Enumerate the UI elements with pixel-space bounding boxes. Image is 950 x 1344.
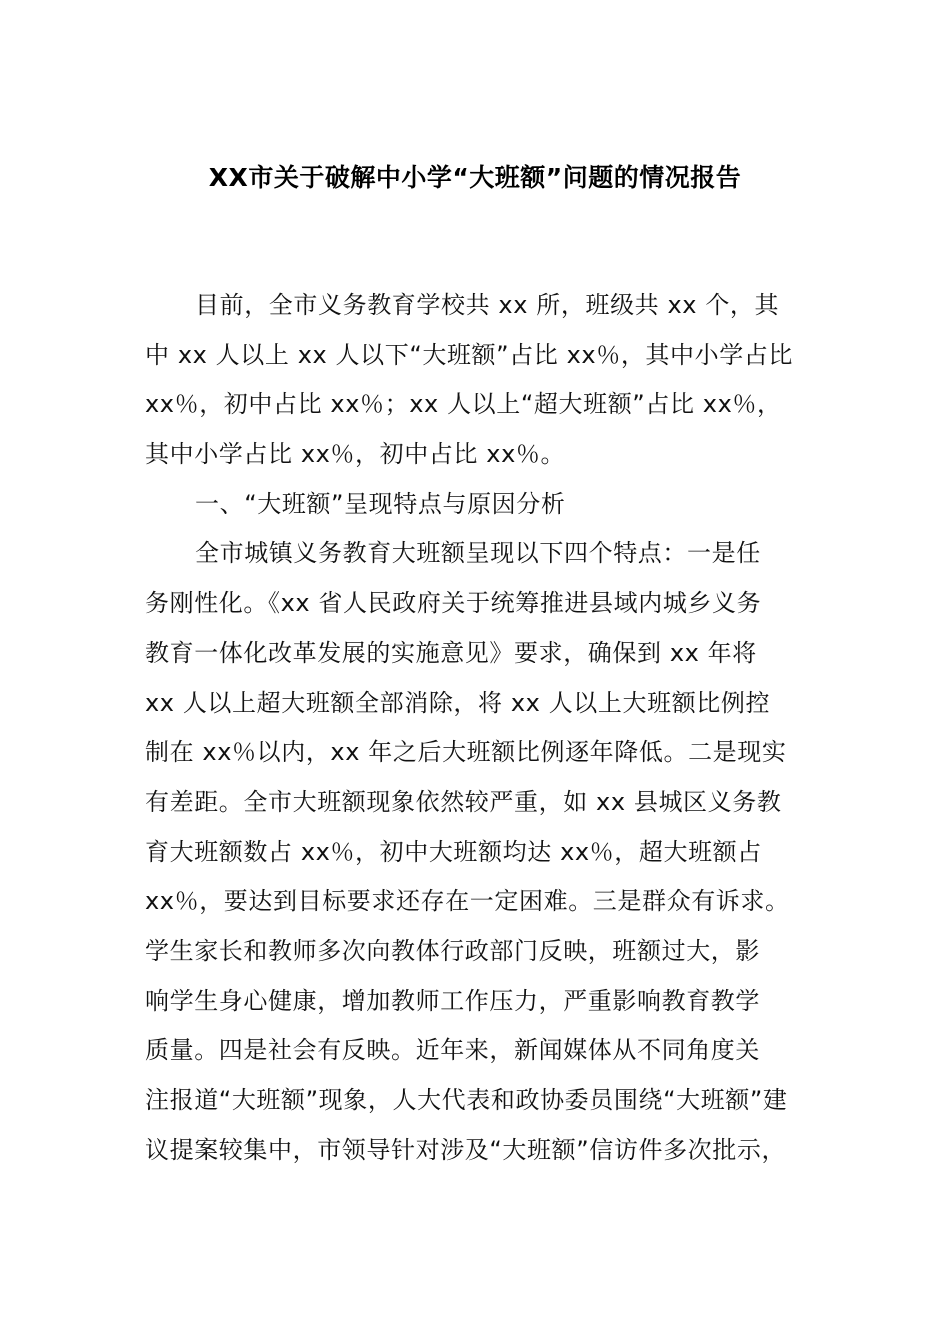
- paragraph-2-line-2: 务刚性化。《xx 省人民政府关于统筹推进县域内城乡义务: [145, 589, 762, 618]
- section-heading-1: 一、“大班额”呈现特点与原因分析: [195, 489, 566, 518]
- paragraph-2-line-12: 注报道“大班额”现象，人大代表和政协委员围绕“大班额”建: [145, 1086, 788, 1114]
- document-title: XX市关于破解中小学“大班额”问题的情况报告: [208, 163, 742, 192]
- paragraph-1-line-2: 中 xx 人以上 xx 人以下“大班额”占比 xx％，其中小学占比: [145, 340, 794, 369]
- paragraph-2-line-3: 教育一体化改革发展的实施意见》要求，确保到 xx 年将: [145, 638, 757, 667]
- paragraph-2-line-5: 制在 xx％以内，xx 年之后大班额比例逐年降低。二是现实: [145, 738, 787, 767]
- paragraph-2-line-6: 有差距。全市大班额现象依然较严重，如 xx 县城区义务教: [145, 787, 782, 816]
- paragraph-2-line-9: 学生家长和教师多次向教体行政部门反映，班额过大，影: [145, 936, 760, 965]
- paragraph-1-line-4: 其中小学占比 xx％，初中占比 xx％。: [145, 440, 566, 469]
- paragraph-2-line-10: 响学生身心健康，增加教师工作压力，严重影响教育教学: [145, 986, 760, 1015]
- paragraph-2-line-13: 议提案较集中，市领导针对涉及“大班额”信访件多次批示，: [145, 1135, 787, 1164]
- paragraph-1-line-1: 目前，全市义务教育学校共 xx 所，班级共 xx 个，其: [195, 291, 780, 319]
- paragraph-2-line-7: 育大班额数占 xx％，初中大班额均达 xx％，超大班额占: [145, 837, 762, 866]
- document-body: [145, 281, 810, 1175]
- paragraph-1-line-3: xx％，初中占比 xx％；xx 人以上“超大班额”占比 xx％，: [145, 390, 782, 419]
- paragraph-2-line-8: xx％，要达到目标要求还存在一定困难。三是群众有诉求。: [145, 887, 790, 916]
- paragraph-2-line-4: xx 人以上超大班额全部消除，将 xx 人以上大班额比例控: [145, 688, 771, 717]
- paragraph-2-line-11: 质量。四是社会有反映。近年来，新闻媒体从不同角度关: [145, 1036, 760, 1065]
- paragraph-2-line-1: 全市城镇义务教育大班额呈现以下四个特点：一是任: [195, 539, 761, 568]
